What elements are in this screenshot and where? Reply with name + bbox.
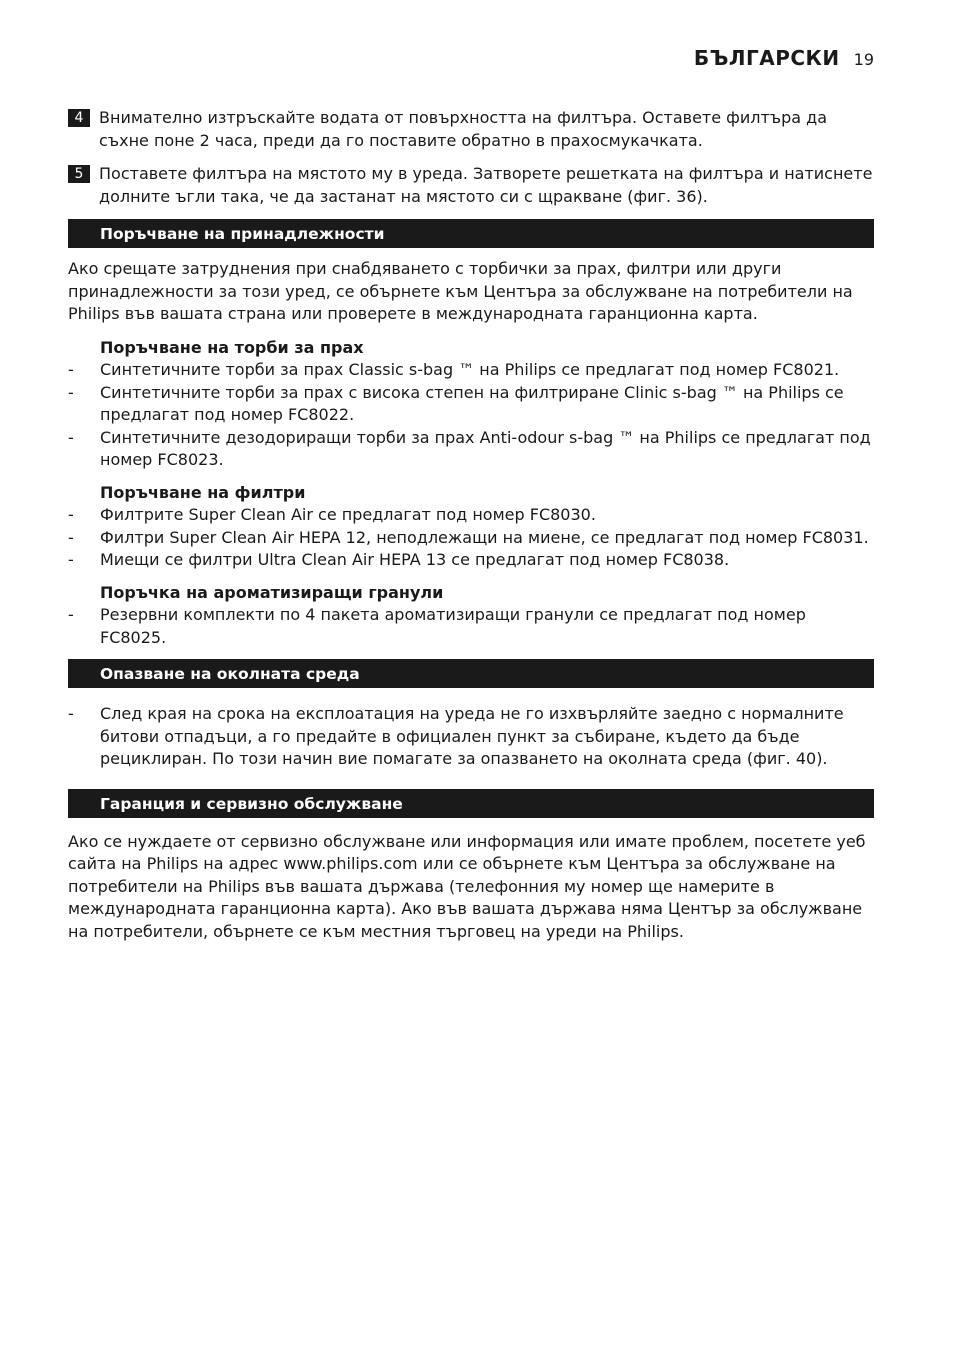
- list-dash: -: [68, 427, 74, 447]
- step-text: Поставете филтъра на мястото му в уреда. Затворете решетката на филтъра и натиснете долните ъгли така, че да застанат на мястото си с щракване (фиг. 36).: [99, 164, 873, 206]
- warranty-text: Ако се нуждаете от сервизно обслужване или информация или имате проблем, посетете уеб сайта на Philips на адрес www.philips.com или се обърнете към Центъра за обслужване на потребители на Philips във вашата държава (телефонния му номер ще намерите в международната гаранционна карта). Ако във вашата държава няма Център за обслужване на потребители, обърнете се към местния търговец на уреди на Philips.: [68, 831, 866, 941]
- page-header: [694, 46, 874, 70]
- filters-list: [68, 504, 874, 572]
- list-dash: -: [68, 360, 74, 379]
- list-dash: -: [68, 704, 74, 723]
- list-item-text: Синтетичните дезодориращи торби за прах Anti-odour s-bag ™ на Philips се предлагат под номер FC8023.: [100, 427, 871, 469]
- section-heading-accessories: Поръчване на принадлежности: [68, 219, 874, 248]
- list-item: [68, 359, 874, 382]
- list-item: [68, 504, 874, 527]
- accessories-intro: Ако срещате затруднения при снабдяването с торбички за прах, филтри или други принадлежности за този уред, се обърнете към Центъра за обслужване на потребители на Philips във вашата страна или проверете в международната гаранционна карта.: [68, 259, 853, 323]
- list-item-text: Синтетичните торби за прах с висока степен на филтриране Clinic s-bag ™ на Philips се предлагат под номер FC8022.: [100, 382, 844, 424]
- step-number-badge: 5: [68, 165, 90, 183]
- list-dash: -: [68, 505, 74, 524]
- list-item: [68, 427, 874, 472]
- step-4: [68, 107, 874, 152]
- list-item-text: Филтрите Super Clean Air се предлагат под номер FC8030.: [100, 505, 596, 524]
- section-heading-environment: Опазване на околната среда: [68, 659, 874, 688]
- granules-list: [68, 604, 874, 649]
- list-item-text: Резервни комплекти по 4 пакета ароматизиращи гранули се предлагат под номер FC8025.: [100, 605, 806, 647]
- list-dash: -: [68, 550, 74, 569]
- page-number: 19: [853, 50, 874, 69]
- list-item-text: Филтри Super Clean Air HEPA 12, неподлежащи на миене, се предлагат под номер FC8031.: [100, 527, 869, 547]
- subheading-dust-bags: Поръчване на торби за прах: [100, 337, 364, 357]
- environment-list: [68, 703, 874, 771]
- list-item: [68, 604, 874, 649]
- list-item-text: Синтетичните торби за прах Classic s-bag ™ на Philips се предлагат под номер FC8021.: [100, 360, 840, 379]
- list-item: [68, 382, 874, 427]
- document-body: [68, 107, 874, 954]
- step-5: [68, 163, 874, 208]
- language-label: БЪЛГАРСКИ: [693, 46, 840, 70]
- step-number-badge: 4: [68, 109, 90, 127]
- list-dash: -: [68, 605, 74, 624]
- list-item: [68, 549, 874, 572]
- step-text: Внимателно изтръскайте водата от повърхността на филтъра. Оставете филтъра да съхне поне 2 часа, преди да го поставите обратно в прахосмукачката.: [99, 108, 828, 150]
- subheading-filters: Поръчване на филтри: [100, 482, 306, 502]
- list-item: [68, 527, 874, 550]
- list-dash: -: [68, 382, 74, 402]
- dust-bags-list: [68, 359, 874, 472]
- list-item-text: След края на срока на експлоатация на уреда не го изхвърляйте заедно с нормалните битови отпадъци, а го предайте в официален пункт за събиране, където да бъде рециклиран. По този начин вие помагате за опазването на околната среда (фиг. 40).: [100, 704, 844, 768]
- list-item: [68, 703, 874, 771]
- section-heading-warranty: Гаранция и сервизно обслужване: [68, 789, 874, 818]
- list-dash: -: [68, 527, 74, 547]
- list-item-text: Миещи се филтри Ultra Clean Air HEPA 13 се предлагат под номер FC8038.: [100, 550, 730, 569]
- subheading-granules: Поръчка на ароматизиращи гранули: [100, 582, 444, 602]
